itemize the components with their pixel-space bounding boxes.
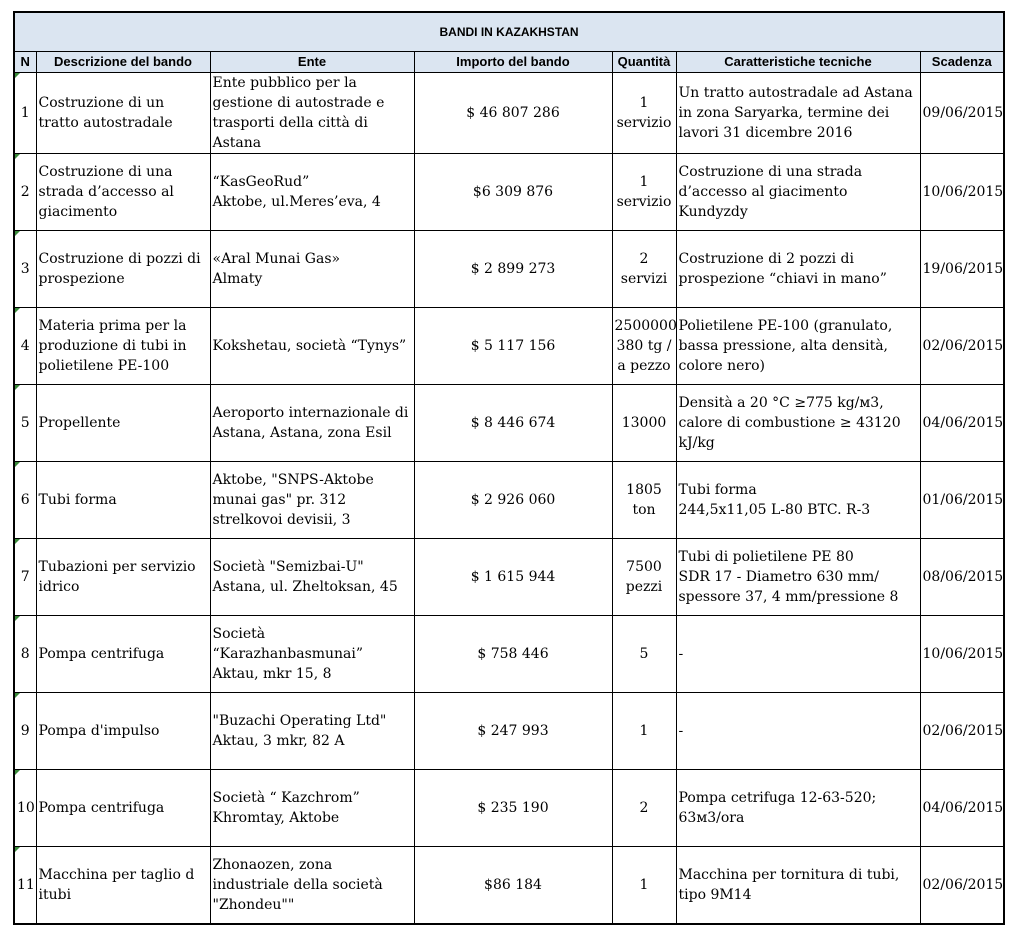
cell-n: 1 <box>14 73 36 154</box>
cell-importo: $ 46 807 286 <box>414 73 612 154</box>
header-caratteristiche: Caratteristiche tecniche <box>676 52 920 73</box>
cell-quantita: 2 servizi <box>612 231 676 308</box>
cell-n: 10 <box>14 770 36 847</box>
cell-ente: Società “ Kazchrom” Khromtay, Aktobe <box>210 770 414 847</box>
cell-caratteristiche: - <box>676 693 920 770</box>
cell-importo: $ 235 190 <box>414 770 612 847</box>
cell-n: 8 <box>14 616 36 693</box>
table-row <box>14 770 1004 847</box>
cell-ente: Zhonaozen, zona industriale della società "Zhondeu"" <box>210 847 414 925</box>
cell-n: 9 <box>14 693 36 770</box>
cell-importo: $ 8 446 674 <box>414 385 612 462</box>
cell-caratteristiche: Tubi di polietilene PE 80 SDR 17 - Diametro 630 mm/ spessore 37, 4 mm/pressione 8 <box>676 539 920 616</box>
table-row <box>14 462 1004 539</box>
cell-quantita: 7500 pezzi <box>612 539 676 616</box>
cell-caratteristiche: Macchina per tornitura di tubi, tipo 9M14 <box>676 847 920 925</box>
cell-n: 4 <box>14 308 36 385</box>
cell-ente: Ente pubblico per la gestione di autostrade e trasporti della città di Astana <box>210 73 414 154</box>
cell-importo: $6 309 876 <box>414 154 612 231</box>
cell-importo: $ 247 993 <box>414 693 612 770</box>
cell-n: 3 <box>14 231 36 308</box>
cell-ente: Società "Semizbai-U" Astana, ul. Zheltoksan, 45 <box>210 539 414 616</box>
table-row <box>14 73 1004 154</box>
cell-caratteristiche: Costruzione di 2 pozzi di prospezione “chiavi in mano” <box>676 231 920 308</box>
table-row <box>14 616 1004 693</box>
cell-caratteristiche: - <box>676 616 920 693</box>
table-row <box>14 693 1004 770</box>
table-row <box>14 385 1004 462</box>
header-quantita: Quantità <box>612 52 676 73</box>
cell-quantita: 2 <box>612 770 676 847</box>
table-row <box>14 154 1004 231</box>
cell-importo: $ 758 446 <box>414 616 612 693</box>
cell-quantita: 2500000 380 tg / a pezzo <box>612 308 676 385</box>
cell-quantita: 1 servizio <box>612 154 676 231</box>
cell-n: 11 <box>14 847 36 925</box>
cell-scadenza: 09/06/2015 <box>920 73 1004 154</box>
table-title: BANDI IN KAZAKHSTAN <box>14 12 1004 52</box>
cell-importo: $86 184 <box>414 847 612 925</box>
cell-quantita: 1 <box>612 847 676 925</box>
header-ente: Ente <box>210 52 414 73</box>
cell-descrizione: Costruzione di un tratto autostradale <box>36 73 210 154</box>
table-body <box>14 73 1004 925</box>
cell-n: 6 <box>14 462 36 539</box>
cell-caratteristiche: Tubi forma 244,5х11,05 L-80 BTC. R-3 <box>676 462 920 539</box>
cell-descrizione: Pompa centrifuga <box>36 770 210 847</box>
cell-n: 2 <box>14 154 36 231</box>
cell-scadenza: 10/06/2015 <box>920 154 1004 231</box>
cell-descrizione: Pompa centrifuga <box>36 616 210 693</box>
cell-caratteristiche: Costruzione di una strada d’accesso al giacimento Kundyzdy <box>676 154 920 231</box>
cell-n: 7 <box>14 539 36 616</box>
cell-quantita: 5 <box>612 616 676 693</box>
cell-ente: Aktobe, "SNPS-Aktobe munai gas" pr. 312 strelkovoi devisii, 3 <box>210 462 414 539</box>
cell-descrizione: Propellente <box>36 385 210 462</box>
cell-scadenza: 08/06/2015 <box>920 539 1004 616</box>
cell-quantita: 1 servizio <box>612 73 676 154</box>
cell-quantita: 1 <box>612 693 676 770</box>
cell-ente: Aeroporto internazionale di Astana, Astana, zona Esil <box>210 385 414 462</box>
cell-descrizione: Tubazioni per servizio idrico <box>36 539 210 616</box>
table-row <box>14 231 1004 308</box>
cell-ente: «Aral Munai Gas» Almaty <box>210 231 414 308</box>
table-row <box>14 539 1004 616</box>
cell-importo: $ 2 926 060 <box>414 462 612 539</box>
cell-ente: Kokshetau, società “Tynys” <box>210 308 414 385</box>
cell-scadenza: 19/06/2015 <box>920 231 1004 308</box>
cell-ente: Società “Karazhanbasmunai” Aktau, mkr 15, 8 <box>210 616 414 693</box>
tenders-table <box>13 11 1005 925</box>
header-descrizione: Descrizione del bando <box>36 52 210 73</box>
table-row <box>14 847 1004 925</box>
cell-caratteristiche: Densità a 20 °C ≥775 kg/м3, calore di combustione ≥ 43120 kJ/kg <box>676 385 920 462</box>
header-importo: Importo del bando <box>414 52 612 73</box>
cell-scadenza: 02/06/2015 <box>920 308 1004 385</box>
cell-ente: “KasGeoRud” Aktobe, ul.Meres’eva, 4 <box>210 154 414 231</box>
cell-scadenza: 10/06/2015 <box>920 616 1004 693</box>
cell-scadenza: 02/06/2015 <box>920 693 1004 770</box>
header-n: N <box>14 52 36 73</box>
cell-scadenza: 02/06/2015 <box>920 847 1004 925</box>
cell-scadenza: 04/06/2015 <box>920 385 1004 462</box>
header-scadenza: Scadenza <box>920 52 1004 73</box>
cell-quantita: 13000 <box>612 385 676 462</box>
cell-ente: "Buzachi Operating Ltd" Aktau, 3 mkr, 82 A <box>210 693 414 770</box>
table-row <box>14 308 1004 385</box>
header-row <box>14 52 1004 73</box>
cell-caratteristiche: Pompa cetrifuga 12-63-520; 63м3/ora <box>676 770 920 847</box>
cell-descrizione: Materia prima per la produzione di tubi in polietilene PE-100 <box>36 308 210 385</box>
cell-descrizione: Costruzione di una strada d’accesso al giacimento <box>36 154 210 231</box>
cell-descrizione: Costruzione di pozzi di prospezione <box>36 231 210 308</box>
cell-importo: $ 5 117 156 <box>414 308 612 385</box>
cell-descrizione: Pompa d'impulso <box>36 693 210 770</box>
cell-scadenza: 01/06/2015 <box>920 462 1004 539</box>
cell-importo: $ 1 615 944 <box>414 539 612 616</box>
cell-scadenza: 04/06/2015 <box>920 770 1004 847</box>
cell-n: 5 <box>14 385 36 462</box>
cell-quantita: 1805 ton <box>612 462 676 539</box>
cell-caratteristiche: Polietilene PE-100 (granulato, bassa pressione, alta densità, colore nero) <box>676 308 920 385</box>
cell-importo: $ 2 899 273 <box>414 231 612 308</box>
cell-descrizione: Tubi forma <box>36 462 210 539</box>
cell-descrizione: Macchina per taglio d itubi <box>36 847 210 925</box>
cell-caratteristiche: Un tratto autostradale ad Astana in zona Saryarka, termine dei lavori 31 dicembre 2016 <box>676 73 920 154</box>
